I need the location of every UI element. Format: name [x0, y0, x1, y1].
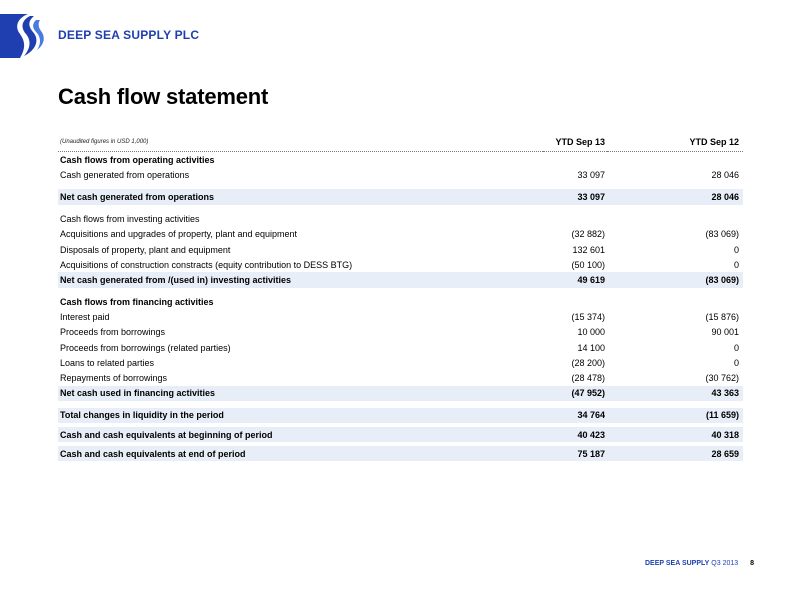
- row-label: Cash generated from operations: [60, 169, 190, 180]
- row-value-sep12: 43 363: [607, 386, 743, 401]
- spacer-row: [58, 182, 743, 189]
- row-value-sep12: 0: [733, 244, 739, 255]
- row-value-sep12: 90 001: [711, 327, 739, 338]
- column-header-ytd-sep-12: YTD Sep 12: [607, 133, 743, 152]
- table-row: [58, 167, 743, 182]
- subtotal-row-financing: [58, 386, 743, 401]
- row-value-sep12: 28 046: [607, 189, 743, 204]
- column-header-ytd-sep-13: YTD Sep 13: [543, 133, 607, 152]
- row-value-sep13: 14 100: [577, 342, 605, 353]
- row-value-sep13: [543, 152, 607, 168]
- row-label: Cash flows from financing activities: [60, 297, 214, 308]
- row-value-sep12: [607, 295, 743, 310]
- table-row: [58, 340, 743, 355]
- row-label: Net cash used in financing activities: [58, 386, 543, 401]
- row-value-sep13: (32 882): [571, 229, 605, 240]
- row-value-sep13: [543, 212, 607, 227]
- table-row: [58, 242, 743, 257]
- row-value-sep13: (28 478): [571, 373, 605, 384]
- row-value-sep13: 34 764: [543, 408, 607, 423]
- row-label: Acquisitions and upgrades of property, plant and equipment: [60, 229, 297, 240]
- row-label: Proceeds from borrowings (related parties): [60, 342, 231, 353]
- row-value-sep12: (15 876): [705, 312, 739, 323]
- row-value-sep13: (28 200): [571, 357, 605, 368]
- table-row: [58, 370, 743, 385]
- table-row: [58, 325, 743, 340]
- unit-note: (Unaudited figures in USD 1,000): [58, 133, 543, 152]
- row-value-sep12: (11 659): [607, 408, 743, 423]
- spacer-row: [58, 205, 743, 212]
- row-label: Net cash generated from /(used in) investing activities: [58, 272, 543, 287]
- row-value-sep13: (50 100): [571, 259, 605, 270]
- row-label: Interest paid: [60, 312, 110, 323]
- row-label: Cash and cash equivalents at beginning of period: [58, 427, 543, 442]
- row-value-sep12: 28 659: [607, 446, 743, 461]
- row-label: Net cash generated from operations: [58, 189, 543, 204]
- row-value-sep12: (83 069): [607, 272, 743, 287]
- row-value-sep12: [607, 152, 743, 168]
- subtotal-row-investing: [58, 272, 743, 287]
- row-value-sep12: [607, 212, 743, 227]
- row-value-sep13: (47 952): [543, 386, 607, 401]
- row-value-sep12: 40 318: [607, 427, 743, 442]
- row-value-sep12: (30 762): [705, 373, 739, 384]
- row-label: Loans to related parties: [60, 357, 155, 368]
- row-value-sep12: 28 046: [711, 169, 739, 180]
- row-label: Acquisitions of construction constracts (equity contribution to DESS BTG): [60, 259, 353, 270]
- spacer-row: [58, 288, 743, 295]
- row-value-sep13: 33 097: [543, 189, 607, 204]
- total-row-cash-end: [58, 446, 743, 461]
- company-name: DEEP SEA SUPPLY PLC: [58, 28, 200, 42]
- subtotal-row-operating: [58, 189, 743, 204]
- row-value-sep12: 0: [733, 357, 739, 368]
- row-label: Repayments of borrowings: [60, 373, 168, 384]
- row-value-sep12: (83 069): [705, 229, 739, 240]
- row-value-sep13: 40 423: [543, 427, 607, 442]
- cash-flow-table: [58, 133, 743, 461]
- row-label: Cash flows from operating activities: [60, 154, 215, 165]
- row-value-sep13: 75 187: [543, 446, 607, 461]
- spacer-row: [58, 401, 743, 408]
- total-row-liquidity-change: [58, 408, 743, 423]
- row-label: Cash and cash equivalents at end of period: [58, 446, 543, 461]
- wave-logo-icon: [0, 14, 45, 58]
- row-label: Disposals of property, plant and equipment: [60, 244, 231, 255]
- brand-header: [0, 0, 300, 60]
- row-value-sep12: 0: [733, 342, 739, 353]
- section-heading-investing: [58, 212, 743, 227]
- footer-period: Q3 2013: [711, 560, 739, 567]
- table-row: [58, 310, 743, 325]
- row-value-sep13: 49 619: [543, 272, 607, 287]
- row-label: Cash flows from investing activities: [60, 214, 200, 225]
- section-heading-financing: [58, 295, 743, 310]
- page-footer: [645, 560, 754, 567]
- row-label: Total changes in liquidity in the period: [58, 408, 543, 423]
- row-value-sep12: 0: [733, 259, 739, 270]
- table-row: [58, 355, 743, 370]
- section-heading-operating: [58, 152, 743, 168]
- row-value-sep13: 132 601: [572, 244, 605, 255]
- total-row-cash-beginning: [58, 427, 743, 442]
- footer-brand: DEEP SEA SUPPLY: [645, 560, 710, 567]
- table-row: [58, 257, 743, 272]
- row-value-sep13: 33 097: [577, 169, 605, 180]
- row-value-sep13: [543, 295, 607, 310]
- table-row: [58, 227, 743, 242]
- page-title: Cash flow statement: [58, 84, 269, 109]
- page-number: 8: [750, 560, 754, 567]
- row-value-sep13: (15 374): [571, 312, 605, 323]
- table-header-row: [58, 133, 743, 152]
- row-value-sep13: 10 000: [577, 327, 605, 338]
- row-label: Proceeds from borrowings: [60, 327, 166, 338]
